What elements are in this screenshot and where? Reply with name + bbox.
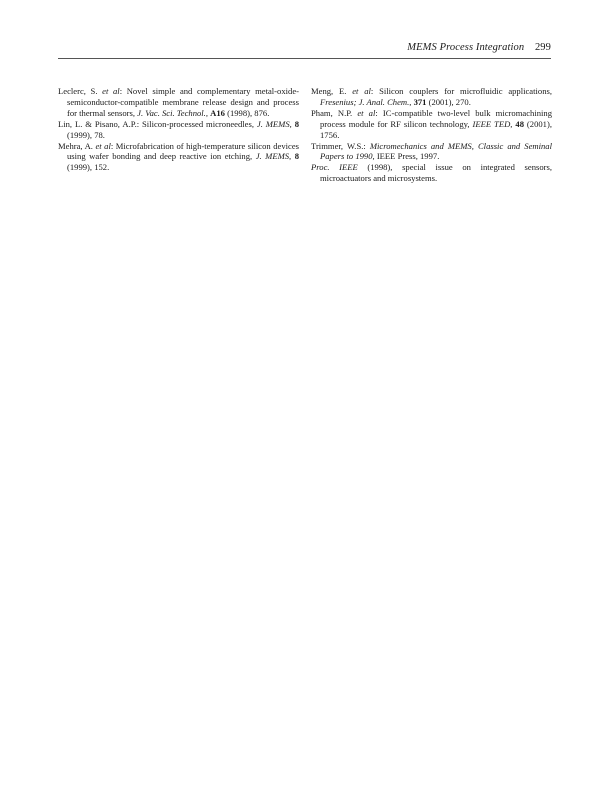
page-number: 299 [534,42,551,53]
reference-entry: Leclerc, S. et al: Novel simple and complementary metal-oxide-semiconductor-compatible membrane release design and process for thermal sensors, J. Vac. Sci. Technol., A16 (1998), 876. [58,86,299,118]
reference-entry: Trimmer, W.S.: Micromechanics and MEMS, Classic and Seminal Papers to 1990, IEEE Press, 1997. [311,140,552,162]
running-title: MEMS Process Integration [407,42,525,53]
running-head [58,42,551,58]
references-column-left [58,86,299,173]
reference-entry: Proc. IEEE (1998), special issue on integrated sensors, microactuators and microsystems. [311,162,552,184]
header-rule [58,58,551,59]
reference-entry: Meng, E. et al: Silicon couplers for microfluidic applications, Fresenius; J. Anal. Chem., 371 (2001), 270. [311,86,552,107]
reference-entry: Lin, L. & Pisano, A.P.: Silicon-processed microneedles, J. MEMS, 8 (1999), 78. [58,118,300,140]
reference-entry: Mehra, A. et al: Microfabrication of high-temperature silicon devices using wafer bonding and deep reactive ion etching, J. MEMS, 8 (1999), 152. [58,140,299,173]
reference-entry: Pham, N.P. et al: IC-compatible two-level bulk micromachining process module for RF silicon technology, IEEE TED, 48 (2001), 1756. [311,107,552,140]
references-column-right [311,86,552,184]
